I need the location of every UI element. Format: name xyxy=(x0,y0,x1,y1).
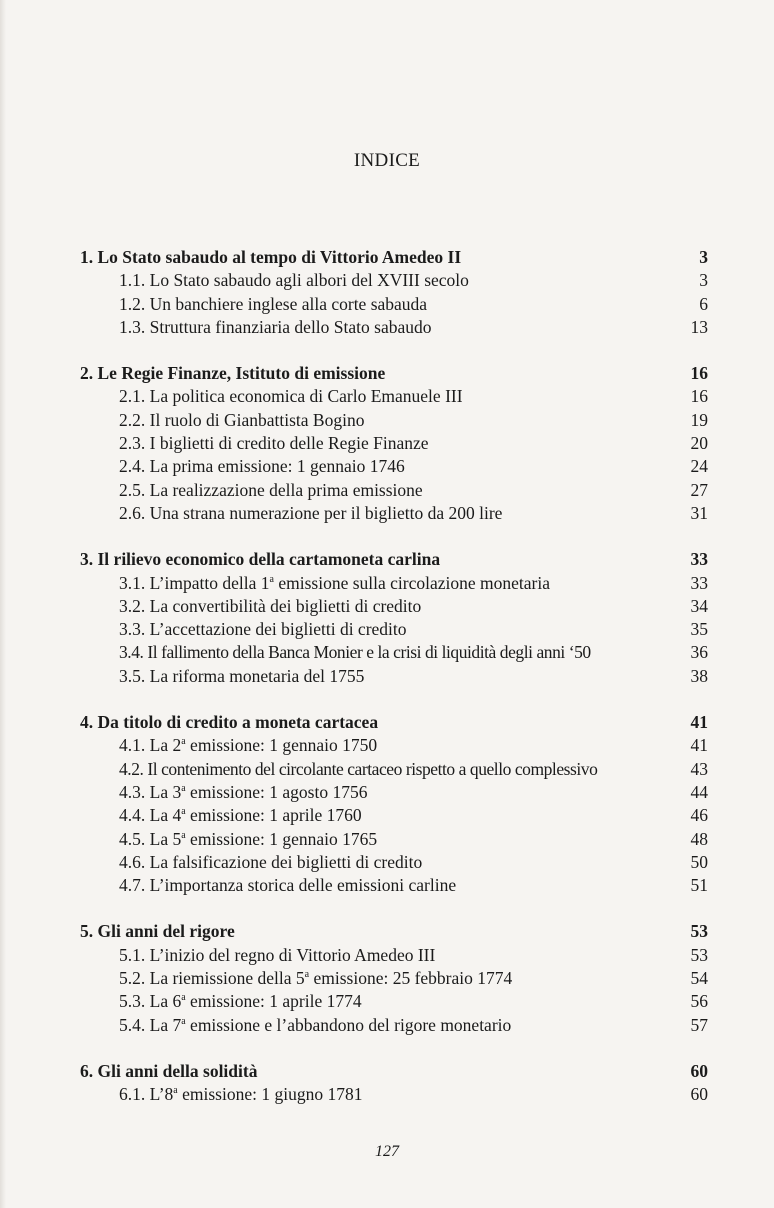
ordinal-superscript: a xyxy=(181,782,186,794)
section-title-text: 2.4. La prima emissione: 1 gennaio 1746 xyxy=(119,456,405,477)
chapter-heading xyxy=(80,246,708,269)
section-title xyxy=(119,990,362,1013)
section-page-number: 48 xyxy=(690,828,708,849)
section-title-text: 1.3. Struttura finanziaria dello Stato sabaudo xyxy=(119,316,432,337)
toc-chapter xyxy=(80,362,708,525)
section-entry xyxy=(80,944,708,967)
section-entry xyxy=(80,990,708,1013)
ordinal-superscript: a xyxy=(181,992,186,1004)
section-entry xyxy=(80,269,708,292)
section-title-text: 2.2. Il ruolo di Gianbattista Bogino xyxy=(119,409,365,430)
section-page-number: 50 xyxy=(690,851,708,872)
section-entry xyxy=(80,432,708,455)
toc-chapter xyxy=(80,920,708,1036)
section-title xyxy=(119,851,422,874)
section-title xyxy=(119,432,429,455)
chapter-heading xyxy=(80,548,708,571)
section-title-text: 5.1. L’inizio del regno di Vittorio Amedeo III xyxy=(119,944,436,965)
section-title-text-rest: emissione: 1 aprile 1760 xyxy=(185,805,362,826)
section-page-number: 35 xyxy=(690,619,708,640)
chapter-page-number: 41 xyxy=(690,712,708,733)
section-page-number: 44 xyxy=(690,781,708,802)
chapter-title: 5. Gli anni del rigore xyxy=(80,921,235,942)
section-title-text: 4.7. L’importanza storica delle emissioni carline xyxy=(119,875,457,896)
ordinal-superscript: a xyxy=(181,829,186,841)
section-entry xyxy=(80,851,708,874)
chapter-heading xyxy=(80,920,708,943)
section-page-number: 36 xyxy=(690,642,708,663)
section-entry xyxy=(80,618,708,641)
section-title-text-rest: emissione e l’abbandono del rigore monetario xyxy=(185,1014,512,1035)
section-entry xyxy=(80,641,708,664)
section-title xyxy=(119,293,427,316)
toc-chapter xyxy=(80,1060,708,1107)
section-title-text-rest: emissione sulla circolazione monetaria xyxy=(273,572,550,593)
section-entry xyxy=(80,455,708,478)
ordinal-superscript: a xyxy=(269,573,274,585)
chapter-title: 3. Il rilievo economico della cartamoneta carlina xyxy=(80,549,441,570)
ordinal-superscript: a xyxy=(173,1085,178,1097)
chapter-title: 1. Lo Stato sabaudo al tempo di Vittorio Amedeo II xyxy=(80,247,462,267)
section-page-number: 27 xyxy=(690,479,708,500)
chapter-title: 6. Gli anni della solidità xyxy=(80,1060,258,1081)
section-entry xyxy=(80,734,708,757)
ordinal-superscript: a xyxy=(181,736,186,748)
section-title xyxy=(119,734,377,757)
section-entry xyxy=(80,572,708,595)
section-title-text-rest: emissione: 1 aprile 1774 xyxy=(185,991,362,1012)
section-title-text: 3.3. L’accettazione dei biglietti di credito xyxy=(119,619,407,640)
section-title-text-rest: emissione: 1 gennaio 1750 xyxy=(185,735,378,756)
chapter-page-number: 3 xyxy=(699,247,708,267)
chapter-page-number: 33 xyxy=(690,549,708,570)
section-title xyxy=(119,316,432,339)
section-title xyxy=(119,502,502,525)
section-title xyxy=(119,1083,362,1106)
section-title xyxy=(119,618,407,641)
section-page-number: 56 xyxy=(690,991,708,1012)
section-entry xyxy=(80,781,708,804)
section-page-number: 6 xyxy=(699,293,708,314)
section-title xyxy=(119,758,597,781)
section-title-text-rest: emissione: 1 giugno 1781 xyxy=(177,1084,363,1105)
section-title-text: 6.1. L’8 xyxy=(119,1084,174,1105)
section-title-text: 2.1. La politica economica di Carlo Emanuele III xyxy=(119,386,463,407)
section-page-number: 38 xyxy=(690,665,708,686)
section-title-text: 4.5. La 5 xyxy=(119,828,182,849)
section-title-text: 2.6. Una strana numerazione per il biglietto da 200 lire xyxy=(119,502,503,523)
section-entry xyxy=(80,293,708,316)
section-title-text: 4.4. La 4 xyxy=(119,805,182,826)
section-page-number: 24 xyxy=(690,456,708,477)
section-page-number: 33 xyxy=(690,572,708,593)
section-title-text: 5.4. La 7 xyxy=(119,1014,182,1035)
chapter-page-number: 53 xyxy=(690,921,708,942)
section-entry xyxy=(80,1083,708,1106)
section-page-number: 20 xyxy=(690,433,708,454)
toc-chapter xyxy=(80,711,708,897)
section-title xyxy=(119,1014,511,1037)
section-title xyxy=(119,967,512,990)
section-title xyxy=(119,572,550,595)
section-entry xyxy=(80,409,708,432)
section-page-number: 51 xyxy=(690,875,708,896)
section-entry xyxy=(80,595,708,618)
section-title-text-rest: emissione: 1 gennaio 1765 xyxy=(185,828,378,849)
section-title-text: 3.5. La riforma monetaria del 1755 xyxy=(119,665,365,686)
section-title-text: 4.1. La 2 xyxy=(119,735,182,756)
section-title-text-rest: emissione: 25 febbraio 1774 xyxy=(309,968,513,989)
section-page-number: 19 xyxy=(690,409,708,430)
section-entry xyxy=(80,758,708,781)
toc-chapter xyxy=(80,246,708,339)
page-number: 127 xyxy=(375,1143,399,1160)
section-title-text: 3.1. L’impatto della 1 xyxy=(119,572,270,593)
page-title: INDICE xyxy=(353,150,421,171)
section-title-text-rest: emissione: 1 agosto 1756 xyxy=(185,781,368,802)
ordinal-superscript: a xyxy=(181,806,186,818)
section-title xyxy=(119,385,463,408)
chapter-heading xyxy=(80,711,708,734)
section-title xyxy=(119,641,591,664)
section-page-number: 3 xyxy=(699,270,708,291)
chapter-heading xyxy=(80,1060,708,1083)
section-title-text: 2.3. I biglietti di credito delle Regie Finanze xyxy=(119,433,429,454)
section-entry xyxy=(80,479,708,502)
ordinal-superscript: a xyxy=(181,1015,186,1027)
section-title-text: 1.2. Un banchiere inglese alla corte sabauda xyxy=(119,293,428,314)
section-entry xyxy=(80,385,708,408)
section-page-number: 31 xyxy=(690,502,708,523)
section-page-number: 54 xyxy=(690,968,708,989)
section-title-text: 3.4. Il fallimento della Banca Monier e la crisi di liquidità degli anni ‘50 xyxy=(119,642,591,663)
section-entry xyxy=(80,665,708,688)
section-entry xyxy=(80,874,708,897)
section-page-number: 53 xyxy=(690,944,708,965)
section-page-number: 13 xyxy=(690,316,708,337)
section-entry xyxy=(80,828,708,851)
section-title-text: 5.3. La 6 xyxy=(119,991,182,1012)
section-entry xyxy=(80,1014,708,1037)
section-title-text: 4.6. La falsificazione dei biglietti di credito xyxy=(119,851,423,872)
chapter-page-number: 16 xyxy=(690,363,708,384)
section-page-number: 60 xyxy=(690,1084,708,1105)
ordinal-superscript: a xyxy=(304,969,310,981)
section-title xyxy=(119,409,364,432)
section-page-number: 43 xyxy=(690,758,708,779)
section-page-number: 57 xyxy=(690,1014,708,1035)
section-title-text: 4.3. La 3 xyxy=(119,781,182,802)
chapter-title: 4. Da titolo di credito a moneta cartacea xyxy=(80,712,379,733)
section-title xyxy=(119,804,362,827)
section-title-text: 5.2. La riemissione della 5 xyxy=(119,968,305,989)
section-title xyxy=(119,828,377,851)
section-page-number: 46 xyxy=(690,805,708,826)
section-entry xyxy=(80,316,708,339)
section-title xyxy=(119,269,469,292)
section-title xyxy=(119,595,421,618)
section-title xyxy=(119,944,435,967)
section-title-text: 2.5. La realizzazione della prima emissione xyxy=(119,479,423,500)
section-title xyxy=(119,479,423,502)
toc-chapter xyxy=(80,548,708,688)
section-entry xyxy=(80,804,708,827)
table-of-contents xyxy=(80,246,708,1130)
section-title-text: 4.2. Il contenimento del circolante cartaceo rispetto a quello complessivo xyxy=(119,758,598,779)
section-page-number: 34 xyxy=(690,595,708,616)
section-title xyxy=(119,874,456,897)
chapter-page-number: 60 xyxy=(690,1060,708,1081)
section-page-number: 41 xyxy=(690,735,708,756)
section-title xyxy=(119,665,364,688)
chapter-title: 2. Le Regie Finanze, Istituto di emissione xyxy=(80,363,386,384)
section-title-text: 3.2. La convertibilità dei biglietti di credito xyxy=(119,595,422,616)
section-page-number: 16 xyxy=(690,386,708,407)
section-entry xyxy=(80,967,708,990)
chapter-heading xyxy=(80,362,708,385)
section-title xyxy=(119,781,367,804)
section-title-text: 1.1. Lo Stato sabaudo agli albori del XVIII secolo xyxy=(119,270,469,291)
section-title xyxy=(119,455,405,478)
section-entry xyxy=(80,502,708,525)
